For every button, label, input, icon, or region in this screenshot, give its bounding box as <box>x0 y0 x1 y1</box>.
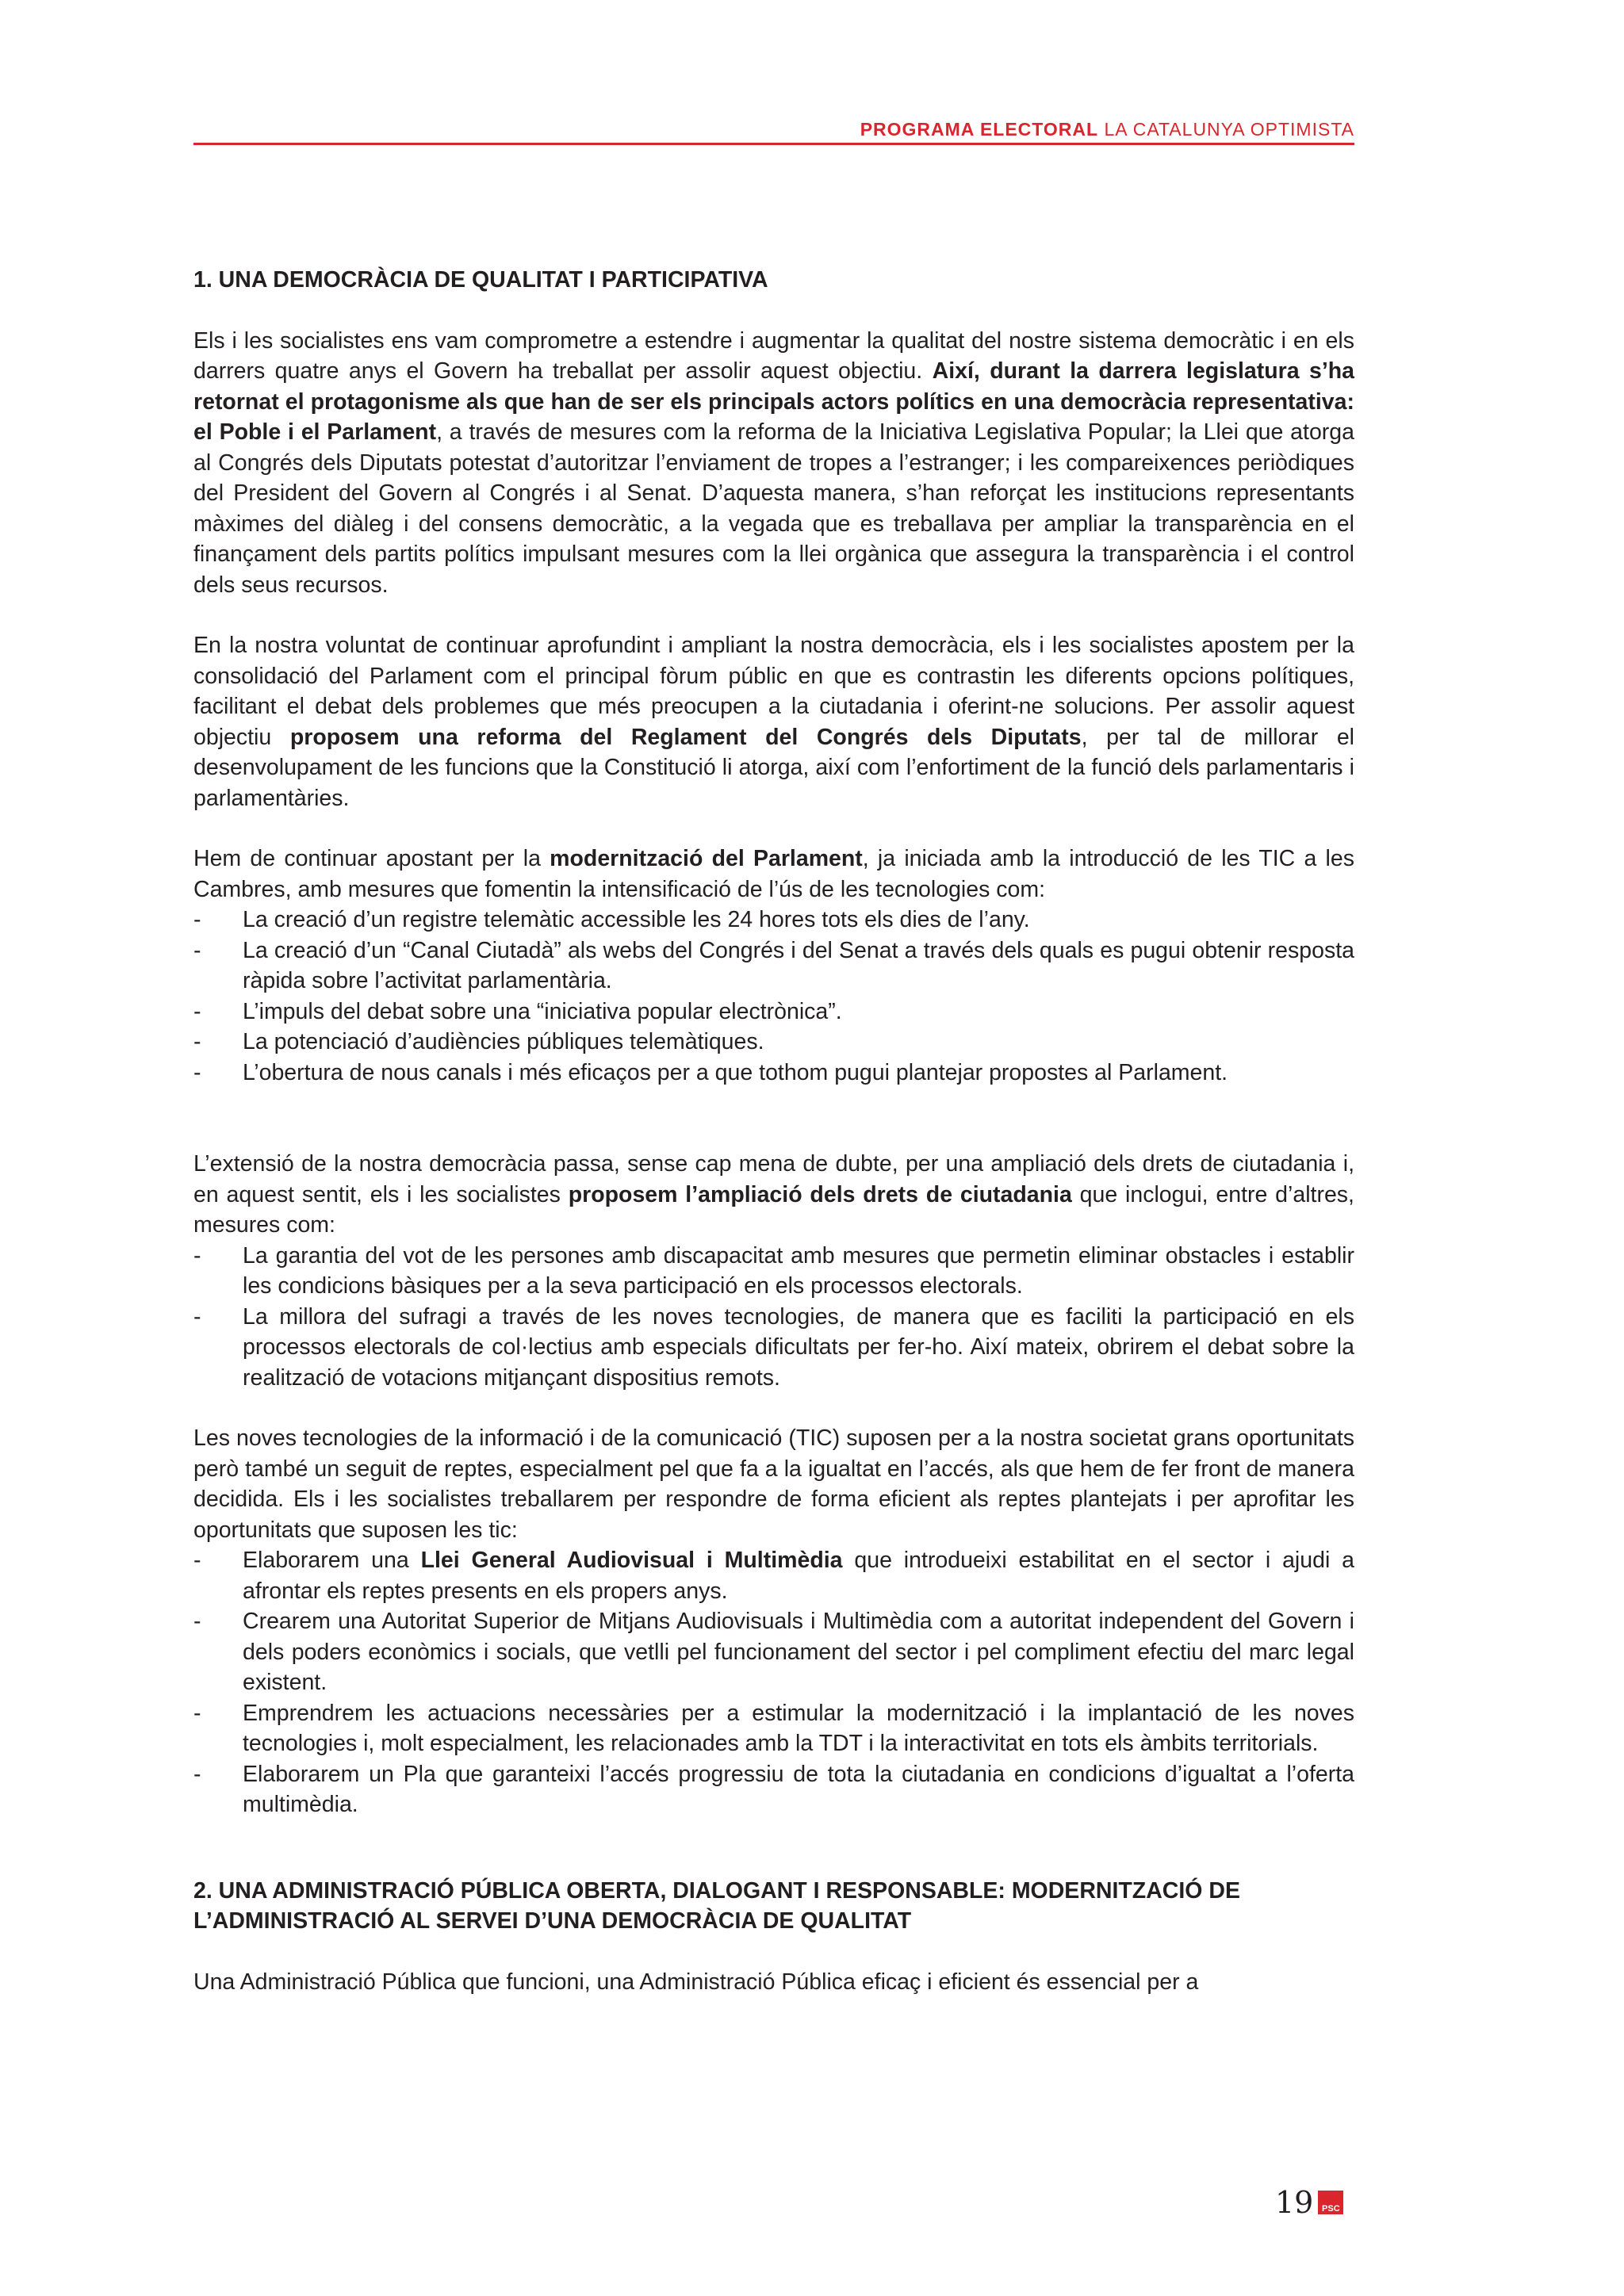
section-2-heading: 2. UNA ADMINISTRACIÓ PÚBLICA OBERTA, DIALOGANT I RESPONSABLE: MODERNITZACIÓ DE L’ADMINISTRACIÓ AL SERVEI D’UNA DEMOCRÀCIA DE QUALITAT <box>193 1877 1240 1934</box>
text-run: que inclogui, entre d’altres, mesures com: <box>193 1181 1354 1238</box>
text-run: , ja iniciada amb la introducció de les TIC a les Cambres, amb mesures que fomentin la intensificació de l’ús de les tecnologies com: <box>193 846 1354 902</box>
bold-text-run: Llei General Audiovisual i Multimèdia <box>420 1548 843 1573</box>
header-divider <box>193 143 1354 145</box>
page-footer <box>1275 2185 1343 2220</box>
main-content <box>193 265 1354 1997</box>
list-item: - L’impuls del debat sobre una “iniciativa popular electrònica”. <box>193 997 1354 1027</box>
list-item <box>193 1545 1354 1606</box>
paragraph <box>193 630 1354 813</box>
section-1-heading: 1. UNA DEMOCRÀCIA DE QUALITAT I PARTICIPATIVA <box>193 267 768 293</box>
text-run: Hem de continuar apostant per la <box>193 846 550 871</box>
list-item: - La garantia del vot de les persones amb discapacitat amb mesures que permetin eliminar obstacles i establir les condicions bàsiques per a la seva participació en els processos electorals. <box>193 1241 1354 1302</box>
text-run: , per tal de millorar el desenvolupament de les funcions que la Constitució li atorga, així com l’enfortiment de la funció dels parlamentaris i parlamentàries. <box>193 724 1355 811</box>
header-title-rest: LA CATALUNYA OPTIMISTA <box>1098 119 1354 140</box>
list-item: - La creació d’un “Canal Ciutadà” als webs del Congrés i del Senat a través dels quals es pugui obtenir resposta ràpida sobre l’activitat parlamentària. <box>193 936 1354 997</box>
paragraph <box>193 844 1354 905</box>
text-run: L’extensió de la nostra democràcia passa, sense cap mena de dubte, per una ampliació dels drets de ciutadania i, en aquest sentit, els i les socialistes <box>193 1151 1354 1207</box>
bold-text-run: Així, durant la darrera legislatura s’ha retornat el protagonisme als que han de ser els principals actors polítics en una democràcia representativa: el Poble i el Parlament <box>193 358 1354 445</box>
text-run: , a través de mesures com la reforma de la Iniciativa Legislativa Popular; la Llei que atorga al Congrés dels Diputats potestat d’autoritzar l’enviament de tropes a l’estranger; i les compareixences periòdiques del President del Govern al Congrés i al Senat. D’aquesta manera, s’han reforçat les institucions representants màximes del diàleg i del consens democràtic, a la vegada que es treballava per ampliar la transparència en el finançament dels partits polítics impulsant mesures com la llei orgànica que assegura la transparència i el control dels seus recursos. <box>193 419 1354 598</box>
paragraph <box>193 326 1354 601</box>
text-run: que introdueixi estabilitat en el sector i ajudi a afrontar els reptes presents en els propers anys. <box>243 1548 1355 1604</box>
paragraph <box>193 1149 1354 1241</box>
list-item: - L’obertura de nous canals i més eficaços per a que tothom pugui plantejar propostes al Parlament. <box>193 1058 1354 1089</box>
list-item: - Emprendrem les actuacions necessàries per a estimular la modernització i la implantació de les noves tecnologies i, molt especialment, les relacionades amb la TDT i la interactivitat en tots els àmbits territorials. <box>193 1698 1354 1759</box>
bold-text-run: modernització del Parlament <box>550 846 863 871</box>
list-item: - La potenciació d’audiències públiques telemàtiques. <box>193 1027 1354 1058</box>
list-item: - La creació d’un registre telemàtic accessible les 24 hores tots els dies de l’any. <box>193 905 1354 936</box>
list-item: - La millora del sufragi a través de les noves tecnologies, de manera que es faciliti la participació en els processos electorals de col·lectius amb especials dificultats per fer-ho. Així mateix, obrirem el debat sobre la realització de votacions mitjançant dispositius remots. <box>193 1302 1354 1394</box>
bold-text-run: proposem l’ampliació dels drets de ciutadania <box>568 1181 1072 1207</box>
header-title-bold: PROGRAMA ELECTORAL <box>860 119 1099 140</box>
bullet-list <box>193 905 1354 1088</box>
text-run: En la nostra voluntat de continuar aprofundint i ampliant la nostra democràcia, els i les socialistes apostem per la consolidació del Parlament com el principal fòrum públic en que es contrastin les diferents opcions polítiques, facilitant el debat dels problemes que més preocupen a la ciutadania i oferint-ne solucions. Per assolir aquest objectiu <box>193 633 1354 750</box>
paragraph: Les noves tecnologies de la informació i de la comunicació (TIC) suposen per a la nostra societat grans oportunitats però també un seguit de reptes, especialment pel que fa a la igualtat en l’accés, als que hem de fer front de manera decidida. Els i les socialistes treballarem per respondre de forma eficient als reptes plantejats i per aprofitar les oportunitats que suposen les tic: <box>193 1425 1354 1543</box>
psc-logo: PSC <box>1318 2191 1343 2214</box>
bullet-list <box>193 1241 1354 1394</box>
text-run: Els i les socialistes ens vam comprometre a estendre i augmentar la qualitat del nostre sistema democràtic i en els darrers quatre anys el Govern ha treballat per assolir aquest objectiu. <box>193 327 1354 384</box>
paragraph: Una Administració Pública que funcioni, una Administració Pública eficaç i eficient és essencial per a <box>193 1969 1199 1995</box>
list-item: - Elaborarem un Pla que garanteixi l’accés progressiu de tota la ciutadania en condicions d’igualtat a l’oferta multimèdia. <box>193 1759 1354 1820</box>
bold-text-run: proposem una reforma del Reglament del Congrés dels Diputats <box>289 724 1082 750</box>
running-header <box>193 119 1354 140</box>
list-item: - Crearem una Autoritat Superior de Mitjans Audiovisuals i Multimèdia com a autoritat independent del Govern i dels poders econòmics i socials, que vetlli pel funcionament del sector i pel compliment efectiu del marc legal existent. <box>193 1606 1354 1698</box>
text-run: Elaborarem una <box>243 1548 421 1573</box>
bullet-list <box>193 1545 1354 1820</box>
page-number: 19 <box>1275 2185 1314 2220</box>
